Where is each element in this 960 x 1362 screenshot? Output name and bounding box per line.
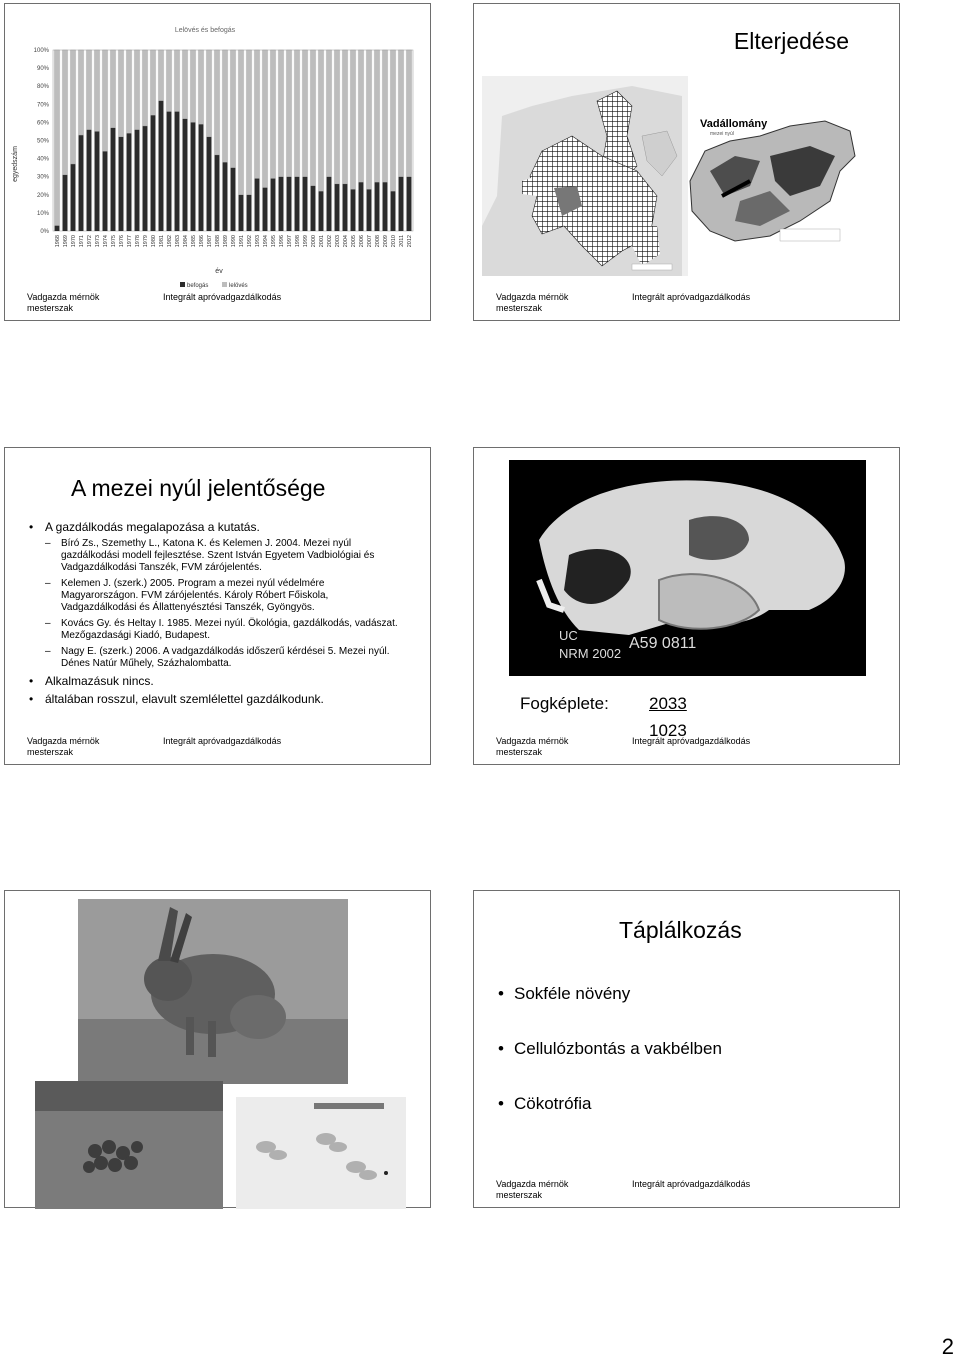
slide-title: Elterjedése — [733, 28, 849, 54]
y-tick-label: 80% — [36, 84, 49, 91]
bar-befogás-1992 — [247, 195, 252, 231]
reference-item: – Kovács Gy. és Heltay I. 1985. Mezei nyúl. Ökológia, gazdálkodás, vadászat. Mezőgazdasági Kiadó, Budapest. — [27, 618, 399, 642]
x-tick-label: 2004 — [343, 235, 349, 248]
bar-befogás-1985 — [191, 122, 196, 231]
footer-course: Integrált apróvadgazdálkodás — [632, 292, 751, 302]
x-tick-label: 1972 — [87, 235, 93, 248]
specimen-code: A59 0811 — [629, 635, 697, 652]
bar-befogás-2009 — [383, 182, 388, 231]
x-tick-label: 2007 — [367, 235, 373, 248]
footer-program: Vadgazda mérnök mesterszak — [27, 292, 100, 313]
bar-befogás-1986 — [199, 124, 204, 231]
bar-lelövés-1986 — [199, 50, 204, 124]
bar-befogás-1972 — [87, 130, 92, 231]
bar-befogás-1981 — [159, 101, 164, 231]
x-tick-label: 1978 — [135, 235, 141, 248]
bar-befogás-2003 — [335, 184, 340, 231]
bar-befogás-2004 — [343, 184, 348, 231]
x-tick-label: 1983 — [175, 235, 181, 248]
feeding-item: • Cökotrófia — [496, 1093, 886, 1114]
x-tick-label: 2012 — [407, 235, 413, 248]
x-tick-label: 2006 — [359, 235, 365, 248]
bar-befogás-2005 — [351, 189, 356, 231]
bar-lelövés-1992 — [247, 50, 252, 195]
reference-list — [27, 520, 399, 710]
hunting-capture-chart — [5, 4, 430, 294]
bar-befogás-2000 — [311, 186, 316, 231]
tracks-photo — [236, 1097, 406, 1209]
x-tick-label: 1986 — [199, 235, 205, 248]
bar-befogás-1969 — [63, 175, 68, 231]
bar-befogás-1970 — [71, 164, 76, 231]
bar-lelövés-1990 — [231, 50, 236, 168]
x-tick-label: 1969 — [63, 235, 69, 248]
x-tick-label: 1979 — [143, 235, 149, 248]
y-tick-label: 40% — [36, 156, 49, 163]
bar-lelövés-2000 — [311, 50, 316, 186]
bar-befogás-1999 — [303, 177, 308, 231]
dental-formula-upper: 2033 — [649, 694, 687, 713]
x-tick-label: 1997 — [287, 235, 293, 248]
specimen-label-uc: UC — [559, 628, 578, 643]
bar-befogás-1976 — [119, 137, 124, 231]
x-tick-label: 1981 — [159, 235, 165, 248]
bar-lelövés-1974 — [103, 50, 108, 151]
bar-befogás-1995 — [271, 179, 276, 231]
slide-title: Táplálkozás — [619, 917, 742, 943]
specimen-label-nrm: NRM 2002 — [559, 646, 622, 661]
bullet-item: • általában rosszul, elavult szemlélettel gazdálkodunk. — [27, 692, 399, 707]
bar-befogás-2008 — [375, 182, 380, 231]
y-tick-label: 50% — [36, 138, 49, 145]
droppings-photo — [35, 1081, 223, 1209]
feeding-item: • Cellulózbontás a vakbélben — [496, 1038, 886, 1059]
x-tick-label: 1976 — [119, 235, 125, 248]
bar-befogás-1984 — [183, 119, 188, 231]
bar-lelövés-1993 — [255, 50, 260, 179]
bar-lelövés-2011 — [399, 50, 404, 177]
bar-befogás-1978 — [135, 130, 140, 231]
bar-lelövés-2005 — [351, 50, 356, 189]
bar-lelövés-1979 — [143, 50, 148, 126]
y-tick-label: 10% — [36, 210, 49, 217]
bar-befogás-2012 — [407, 177, 412, 231]
slide-hunting-chart — [4, 3, 431, 321]
slide-feeding — [473, 890, 900, 1208]
bullet-item: • A gazdálkodás megalapozása a kutatás. — [27, 520, 399, 535]
slide-hare-photos — [4, 890, 431, 1208]
x-tick-label: 2008 — [375, 235, 381, 248]
bar-lelövés-2007 — [367, 50, 372, 189]
bar-lelövés-2003 — [335, 50, 340, 184]
x-tick-label: 1985 — [191, 235, 197, 248]
bar-befogás-1982 — [167, 112, 172, 231]
x-tick-label: 2009 — [383, 235, 389, 248]
y-axis-label: egyedszám — [12, 146, 19, 182]
bar-lelövés-1998 — [295, 50, 300, 177]
bar-lelövés-2008 — [375, 50, 380, 182]
dental-formula-lower: 1023 — [649, 721, 687, 740]
x-tick-label: 1992 — [247, 235, 253, 248]
bar-befogás-1998 — [295, 177, 300, 231]
bar-lelövés-1982 — [167, 50, 172, 112]
x-tick-label: 1968 — [55, 235, 61, 248]
bar-befogás-1989 — [223, 162, 228, 231]
x-tick-label: 2002 — [327, 235, 333, 248]
bar-lelövés-2001 — [319, 50, 324, 191]
bar-lelövés-1999 — [303, 50, 308, 177]
footer-program: Vadgazda mérnök mesterszak — [496, 736, 569, 757]
bar-lelövés-1988 — [215, 50, 220, 155]
bar-lelövés-1970 — [71, 50, 76, 164]
x-tick-label: 1996 — [279, 235, 285, 248]
slide-title: A mezei nyúl jelentősége — [71, 475, 326, 501]
reference-item: – Kelemen J. (szerk.) 2005. Program a mezei nyúl védelmére Magyarországon. FVM zárójelentés. Károly Róbert Főiskola, Vadgazdálkodási és Állattenyésztési Tanszék, Gyöngyös. — [27, 578, 399, 614]
footer-program: Vadgazda mérnök mesterszak — [496, 1179, 569, 1200]
bar-befogás-2010 — [391, 191, 396, 231]
bar-lelövés-1996 — [279, 50, 284, 177]
bar-befogás-1975 — [111, 128, 116, 231]
x-tick-label: 1994 — [263, 235, 269, 248]
bar-lelövés-1973 — [95, 50, 100, 131]
bar-befogás-1997 — [287, 177, 292, 231]
bar-lelövés-1987 — [207, 50, 212, 137]
bar-lelövés-2004 — [343, 50, 348, 184]
footer-course: Integrált apróvadgazdálkodás — [163, 292, 282, 302]
reference-item: – Nagy E. (szerk.) 2006. A vadgazdálkodás időszerű kérdései 5. Mezei nyúl. Dénes Natúr Műhely, Százhalombatta. — [27, 646, 399, 670]
x-tick-label: 1974 — [103, 235, 109, 248]
x-tick-label: 1999 — [303, 235, 309, 248]
bar-lelövés-1980 — [151, 50, 156, 115]
x-tick-label: 1998 — [295, 235, 301, 248]
bar-befogás-1971 — [79, 135, 84, 231]
bar-befogás-1983 — [175, 112, 180, 231]
legend-swatch — [222, 282, 227, 287]
x-tick-label: 1989 — [223, 235, 229, 248]
bar-lelövés-2009 — [383, 50, 388, 182]
chart-title: Lelövés és befogás — [174, 27, 236, 34]
bar-lelövés-1984 — [183, 50, 188, 119]
bar-lelövés-2002 — [327, 50, 332, 177]
slide-distribution — [473, 3, 900, 321]
bar-lelövés-1983 — [175, 50, 180, 112]
bar-befogás-1979 — [143, 126, 148, 231]
bar-lelövés-1985 — [191, 50, 196, 122]
bar-befogás-1977 — [127, 133, 132, 231]
page-number: 2 — [941, 1334, 954, 1359]
footer-course: Integrált apróvadgazdálkodás — [632, 1179, 751, 1189]
bar-befogás-1988 — [215, 155, 220, 231]
bar-befogás-2006 — [359, 182, 364, 231]
bar-lelövés-2006 — [359, 50, 364, 182]
bar-lelövés-1976 — [119, 50, 124, 137]
y-tick-label: 100% — [33, 48, 49, 54]
bar-lelövés-1995 — [271, 50, 276, 179]
dental-formula-label: Fogképlete: — [520, 694, 609, 713]
bar-befogás-1980 — [151, 115, 156, 231]
bar-lelövés-1977 — [127, 50, 132, 133]
bar-lelövés-1994 — [263, 50, 268, 188]
bar-lelövés-1989 — [223, 50, 228, 162]
x-tick-label: 1971 — [79, 235, 85, 248]
y-tick-label: 30% — [36, 174, 49, 181]
feeding-list — [496, 983, 886, 1148]
hungary-population-map — [680, 101, 858, 246]
bar-befogás-1987 — [207, 137, 212, 231]
x-tick-label: 2001 — [319, 235, 325, 248]
x-tick-label: 1982 — [167, 235, 173, 248]
x-tick-label: 1990 — [231, 235, 237, 248]
footer-course: Integrált apróvadgazdálkodás — [163, 736, 282, 746]
y-tick-label: 20% — [36, 192, 49, 199]
x-axis-label: év — [215, 268, 223, 275]
bar-befogás-2007 — [367, 189, 372, 231]
x-tick-label: 1973 — [95, 235, 101, 248]
bar-lelövés-2010 — [391, 50, 396, 191]
x-tick-label: 2000 — [311, 235, 317, 248]
bar-lelövés-1968 — [55, 50, 60, 226]
bar-befogás-1968 — [55, 226, 60, 231]
slide-dentition — [473, 447, 900, 765]
bar-lelövés-1981 — [159, 50, 164, 101]
bar-lelövés-1997 — [287, 50, 292, 177]
x-tick-label: 1984 — [183, 235, 189, 248]
footer-program: Vadgazda mérnök mesterszak — [496, 292, 569, 313]
bar-lelövés-1972 — [87, 50, 92, 130]
x-tick-label: 2010 — [391, 235, 397, 248]
x-tick-label: 1970 — [71, 235, 77, 248]
x-tick-label: 1977 — [127, 235, 133, 248]
x-tick-label: 2011 — [399, 235, 405, 247]
bar-lelövés-2012 — [407, 50, 412, 177]
bar-befogás-2002 — [327, 177, 332, 231]
x-tick-label: 2003 — [335, 235, 341, 248]
legend-swatch — [180, 282, 185, 287]
x-tick-label: 1980 — [151, 235, 157, 248]
y-tick-label: 70% — [36, 102, 49, 109]
legend-label: lelövés — [229, 283, 248, 289]
x-tick-label: 1975 — [111, 235, 117, 248]
map-subtitle: mezei nyúl — [710, 131, 734, 137]
bar-befogás-2011 — [399, 177, 404, 231]
footer-course: Integrált apróvadgazdálkodás — [632, 736, 751, 746]
bar-befogás-1993 — [255, 179, 260, 231]
y-tick-label: 90% — [36, 66, 49, 73]
europe-distribution-map — [482, 76, 688, 276]
bar-befogás-1991 — [239, 195, 244, 231]
feeding-item: • Sokféle növény — [496, 983, 886, 1004]
y-tick-label: 60% — [36, 120, 49, 127]
bar-befogás-2001 — [319, 191, 324, 231]
legend-label: befogás — [187, 283, 209, 289]
x-tick-label: 1988 — [215, 235, 221, 248]
bar-lelövés-1991 — [239, 50, 244, 195]
bar-lelövés-1978 — [135, 50, 140, 130]
footer-program: Vadgazda mérnök mesterszak — [27, 736, 100, 757]
bar-befogás-1996 — [279, 177, 284, 231]
bar-lelövés-1975 — [111, 50, 116, 128]
slide-importance — [4, 447, 431, 765]
bar-befogás-1973 — [95, 131, 100, 231]
x-tick-label: 1991 — [239, 235, 245, 248]
x-tick-label: 1995 — [271, 235, 277, 248]
bar-befogás-1974 — [103, 151, 108, 231]
y-tick-label: 0% — [40, 229, 49, 235]
bullet-item: • Alkalmazásuk nincs. — [27, 674, 399, 689]
bar-befogás-1994 — [263, 188, 268, 231]
map-title: Vadállomány — [700, 118, 768, 130]
bar-lelövés-1971 — [79, 50, 84, 135]
hare-photo — [78, 899, 348, 1084]
x-tick-label: 2005 — [351, 235, 357, 248]
reference-item: – Bíró Zs., Szemethy L., Katona K. és Kelemen J. 2004. Mezei nyúl gazdálkodási modell fejlesztése. Szent István Egyetem Vadbiológiai és Vadgazdálkodási Tanszék, FVM zárójelentés. — [27, 538, 399, 574]
skull-photo — [509, 460, 866, 676]
bar-befogás-1990 — [231, 168, 236, 231]
x-tick-label: 1987 — [207, 235, 213, 248]
x-tick-label: 1993 — [255, 235, 261, 248]
bar-lelövés-1969 — [63, 50, 68, 175]
